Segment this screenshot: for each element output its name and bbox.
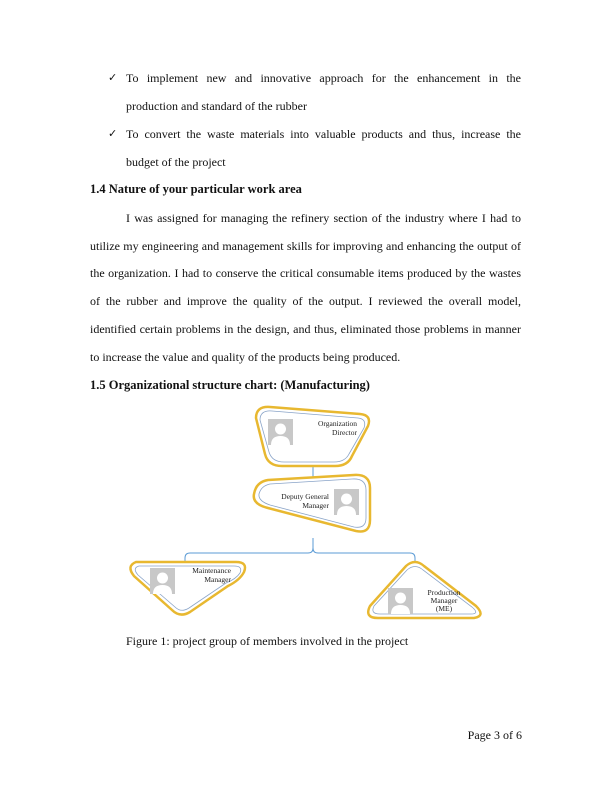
paragraph-line: the organization. I had to conserve the critical consumable items produced by the wastes [90,266,521,280]
bullet-text-line: To implement new and innovative approach for the enhancement in the [126,71,521,85]
node-title-line: Organization [317,419,357,428]
org-node-director [256,407,369,466]
bullet-item [108,71,521,115]
paragraph-line: of the rubber and improve the quality of the output. I reviewed the overall model, [90,294,521,308]
paragraph-line: identified certain problems in the design, and thus, eliminated those problems in manner [90,322,521,336]
node-title-line: (ME) [435,604,453,613]
node-title-line: Production [427,588,461,597]
bullet-item [108,127,521,171]
node-title-line: Director [332,428,357,437]
org-chart [120,400,490,628]
bullet-text-line: production and standard of the rubber [126,99,307,113]
org-node-deputy-general-manager [254,475,370,532]
paragraph-line: utilize my engineering and management skills for improving and enhancing the output of [90,239,521,253]
connector-deputy-production [313,548,415,562]
node-title-line: Manager [430,596,458,605]
checkmark-icon: ✓ [108,71,118,84]
org-node-production-manager [368,562,480,618]
bullet-text-line: To convert the waste materials into valuable products and thus, increase the [126,127,521,141]
connector-deputy-split [185,538,313,562]
bullet-text-line: budget of the project [126,155,226,169]
org-node-maintenance-manager [130,562,245,615]
paragraph-line: I was assigned for managing the refinery section of the industry where I had to [126,211,521,225]
node-title-line: Deputy General [281,492,329,501]
page-number: Page 3 of 6 [467,728,522,742]
section-heading: 1.4 Nature of your particular work area [90,182,302,196]
node-title-line: Manager [302,501,329,510]
node-title-line: Maintenance [192,566,231,575]
section-heading: 1.5 Organizational structure chart: (Manufacturing) [90,378,370,392]
figure-caption: Figure 1: project group of members involved in the project [126,634,409,648]
checkmark-icon: ✓ [108,127,118,140]
node-title-line: Manager [204,575,231,584]
paragraph-line: to increase the value and quality of the products being produced. [90,350,401,364]
